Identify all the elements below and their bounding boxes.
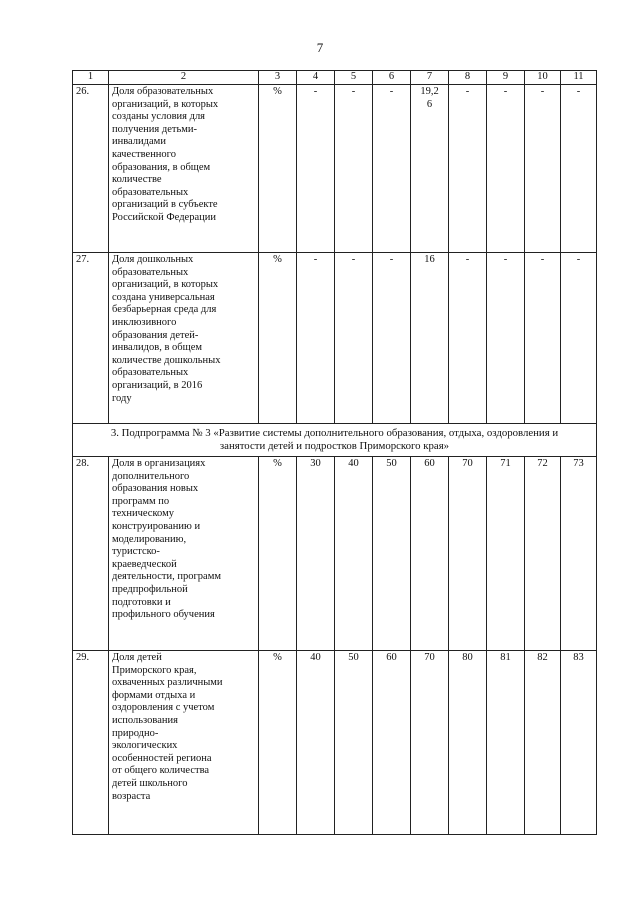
description-line: инвалидами: [112, 136, 166, 148]
value-line: 19,2: [420, 86, 439, 97]
header-cell: 1: [73, 71, 109, 85]
value-cell: -: [449, 85, 487, 253]
table-row: [73, 651, 597, 835]
value-cell: -: [335, 85, 373, 253]
description-line: организаций, в 2016: [112, 379, 203, 391]
description-line: Приморского края,: [112, 664, 197, 676]
value-cell: 70: [449, 457, 487, 651]
description-line: техническому: [112, 508, 174, 520]
value-cell: -: [487, 253, 525, 424]
value-cell: -: [487, 85, 525, 253]
value-cell: 71: [487, 457, 525, 651]
description-line: инклюзивного: [112, 316, 177, 328]
description-line: Российской Федерации: [112, 211, 216, 223]
unit-cell: %: [259, 85, 297, 253]
description-line: образовательных: [112, 186, 189, 198]
header-row: [73, 71, 597, 85]
indicator-description: [109, 253, 259, 424]
value-cell: 81: [487, 651, 525, 835]
table-row: [73, 85, 597, 253]
description-line: организаций, в которых: [112, 98, 219, 110]
header-cell: 9: [487, 71, 525, 85]
value-cell: 80: [449, 651, 487, 835]
description-line: организаций в субъекте: [112, 199, 218, 211]
value-cell: 72: [525, 457, 561, 651]
description-line: созданы условия для: [112, 111, 206, 123]
row-number: 27.: [73, 253, 109, 424]
indicator-description: [109, 651, 259, 835]
unit-cell: %: [259, 253, 297, 424]
page-number: 7: [316, 40, 324, 55]
value-cell: -: [561, 85, 597, 253]
value-cell: 60: [411, 457, 449, 651]
indicator-description: [109, 457, 259, 651]
value-cell: -: [373, 253, 411, 424]
value-cell: -: [561, 253, 597, 424]
description-line: образования, в общем: [112, 161, 211, 173]
value-cell: 82: [525, 651, 561, 835]
description-line: охваченных различными: [112, 677, 223, 689]
value-cell: 40: [297, 651, 335, 835]
description-line: моделированию,: [112, 533, 187, 545]
row-number: 29.: [73, 651, 109, 835]
description-line: образования новых: [112, 483, 199, 495]
description-line: экологических: [112, 740, 178, 752]
description-line: предпрофильной: [112, 583, 188, 595]
row-number: 28.: [73, 457, 109, 651]
description-line: безбарьерная среда для: [112, 304, 217, 316]
description-line: профильного обучения: [112, 609, 215, 621]
subprogram-heading-line: занятости детей и подростков Приморского края»: [219, 440, 450, 452]
value-cell: -: [449, 253, 487, 424]
subprogram-heading: [73, 424, 597, 457]
header-cell: 2: [109, 71, 259, 85]
value-line: 16: [424, 254, 435, 265]
value-cell: 70: [411, 651, 449, 835]
value-cell: [411, 253, 449, 424]
header-cell: 3: [259, 71, 297, 85]
value-cell: -: [335, 253, 373, 424]
unit-cell: %: [259, 457, 297, 651]
value-cell: -: [525, 85, 561, 253]
value-cell: 83: [561, 651, 597, 835]
value-cell: 50: [373, 457, 411, 651]
header-cell: 4: [297, 71, 335, 85]
value-line: 6: [426, 98, 433, 110]
header-cell: 10: [525, 71, 561, 85]
value-cell: 30: [297, 457, 335, 651]
description-line: природно-: [112, 727, 159, 739]
description-line: оздоровления с учетом: [112, 702, 215, 714]
value-cell: 40: [335, 457, 373, 651]
unit-cell: %: [259, 651, 297, 835]
description-line: инвалидов, в общем: [112, 342, 203, 354]
description-line: организаций, в которых: [112, 279, 219, 291]
description-line: году: [112, 392, 132, 404]
description-line: Доля образовательных: [112, 86, 214, 97]
description-line: Доля в организациях: [112, 458, 206, 469]
header-cell: 6: [373, 71, 411, 85]
row-number: 26.: [73, 85, 109, 253]
description-line: использования: [112, 714, 178, 726]
description-line: количестве дошкольных: [112, 354, 221, 366]
description-line: количестве: [112, 174, 162, 186]
description-line: образования детей-: [112, 329, 199, 341]
description-line: особенностей региона: [112, 752, 212, 764]
value-cell: 50: [335, 651, 373, 835]
description-line: туристско-: [112, 546, 160, 558]
description-line: формами отдыха и: [112, 689, 196, 701]
indicators-table: [72, 70, 597, 835]
value-cell: 73: [561, 457, 597, 651]
value-cell: 60: [373, 651, 411, 835]
description-line: дополнительного: [112, 470, 190, 482]
description-line: Доля дошкольных: [112, 254, 194, 265]
value-cell: -: [297, 253, 335, 424]
description-line: создана универсальная: [112, 291, 215, 303]
description-line: возраста: [112, 790, 151, 802]
description-line: детей школьного: [112, 777, 188, 789]
table-row: [73, 253, 597, 424]
description-line: краеведческой: [112, 558, 177, 570]
value-cell: [411, 85, 449, 253]
description-line: образовательных: [112, 266, 189, 278]
value-cell: -: [373, 85, 411, 253]
indicator-description: [109, 85, 259, 253]
description-line: образовательных: [112, 367, 189, 379]
description-line: Доля детей: [112, 652, 162, 663]
value-cell: -: [297, 85, 335, 253]
description-line: получения детьми-: [112, 123, 197, 135]
header-cell: 11: [561, 71, 597, 85]
subprogram-heading-line: 3. Подпрограмма № 3 «Развитие системы дополнительного образования, отдыха, оздоровления и: [110, 427, 559, 439]
description-line: подготовки и: [112, 596, 171, 608]
description-line: качественного: [112, 148, 176, 160]
description-line: конструированию и: [112, 520, 201, 532]
table-row: [73, 457, 597, 651]
header-cell: 7: [411, 71, 449, 85]
description-line: деятельности, программ: [112, 571, 221, 583]
header-cell: 5: [335, 71, 373, 85]
description-line: программ по: [112, 495, 170, 507]
header-cell: 8: [449, 71, 487, 85]
value-cell: -: [525, 253, 561, 424]
section-row: [73, 424, 597, 457]
description-line: от общего количества: [112, 765, 210, 777]
